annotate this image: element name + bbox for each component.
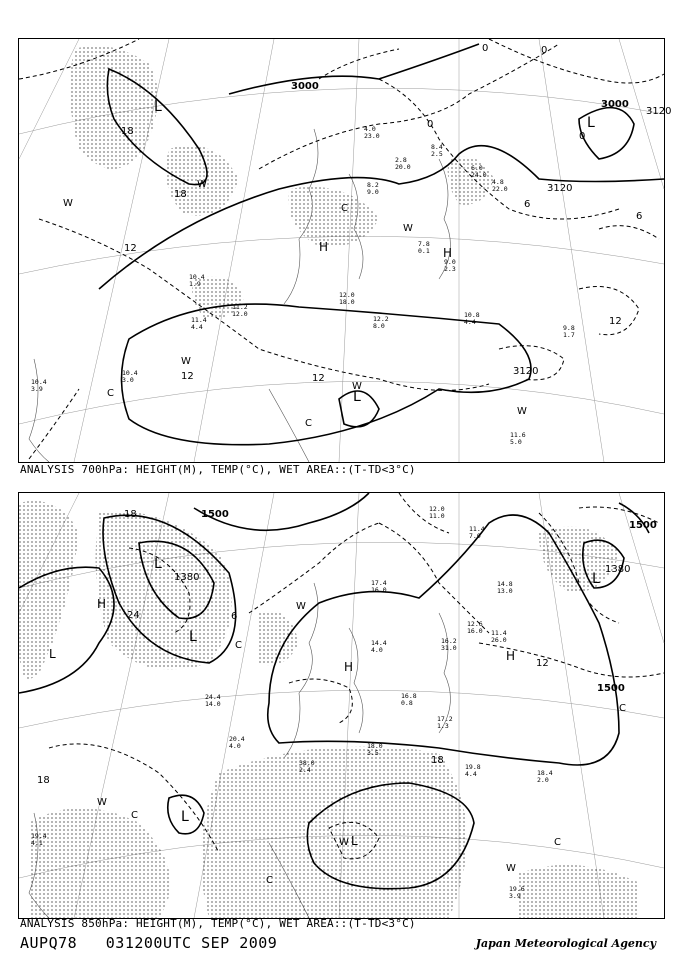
contour-label-3120-south: 3120 — [513, 366, 539, 377]
station-plot — [232, 303, 248, 318]
svg-text:12.2: 12.2 — [373, 315, 389, 323]
svg-text:16.8: 16.8 — [401, 692, 417, 700]
station-plot — [191, 316, 207, 331]
low-marker: L — [154, 556, 162, 572]
station-plot — [339, 291, 355, 306]
contour-label-1500-east: 1500 — [629, 520, 657, 531]
station-plot — [491, 629, 507, 644]
chart-identifier: AUPQ78 031200UTC SEP 2009 — [20, 934, 278, 952]
agency-credit: Japan Meteorological Agency — [475, 937, 656, 950]
low-marker-south: L — [353, 389, 361, 405]
station-plot — [441, 637, 457, 652]
svg-text:7.0: 7.0 — [469, 532, 481, 540]
svg-text:19.8: 19.8 — [465, 763, 481, 771]
station-plot — [467, 620, 483, 635]
temp-label-18-b: 18 — [431, 755, 444, 766]
station-plot — [444, 258, 456, 273]
svg-text:16.2: 16.2 — [441, 637, 457, 645]
low-marker-east: L — [592, 571, 600, 587]
warm-marker-b: W — [339, 837, 349, 848]
svg-text:10.4: 10.4 — [122, 369, 138, 377]
station-plot — [537, 769, 553, 784]
svg-text:9.0: 9.0 — [367, 188, 379, 196]
warm-marker-b: W — [197, 179, 207, 190]
svg-text:2.0: 2.0 — [537, 776, 549, 784]
temp-label-18-c: 18 — [37, 775, 50, 786]
station-plot — [497, 580, 513, 595]
temp-label-18-b: 18 — [174, 189, 187, 200]
svg-text:17.4: 17.4 — [371, 579, 387, 587]
svg-text:26.0: 26.0 — [491, 636, 507, 644]
svg-text:18.4: 18.4 — [537, 769, 553, 777]
svg-text:17.2: 17.2 — [437, 715, 453, 723]
svg-text:2.4: 2.4 — [299, 766, 311, 774]
svg-text:4.4: 4.4 — [191, 323, 203, 331]
svg-text:4.0: 4.0 — [371, 646, 383, 654]
svg-text:11.6: 11.6 — [510, 431, 526, 439]
svg-text:8.2: 8.2 — [367, 181, 379, 189]
low-marker-west: L — [49, 647, 56, 661]
svg-text:4.0: 4.0 — [229, 742, 241, 750]
warm-marker: W — [296, 601, 306, 612]
station-plot — [229, 735, 245, 750]
station-plot — [492, 178, 508, 193]
svg-text:20.0: 20.0 — [395, 163, 411, 171]
high-marker-c: H — [506, 649, 516, 663]
svg-text:11.2: 11.2 — [232, 303, 248, 311]
warm-marker-c: W — [403, 223, 413, 234]
temp-label-6: 6 — [231, 611, 238, 622]
warm-marker: W — [63, 198, 73, 209]
station-plot — [373, 315, 389, 330]
svg-text:2.5: 2.5 — [431, 150, 443, 158]
svg-text:20.4: 20.4 — [229, 735, 245, 743]
temp-label-6: 6 — [524, 199, 531, 210]
contour-label-1380: 1380 — [174, 572, 200, 583]
svg-text:11.4: 11.4 — [191, 316, 207, 324]
svg-text:38.0: 38.0 — [299, 759, 315, 767]
svg-text:12.0: 12.0 — [429, 505, 445, 513]
svg-text:3.5: 3.5 — [367, 749, 379, 757]
station-plot — [563, 324, 575, 339]
warm-marker-d: W — [97, 797, 107, 808]
svg-text:12.6: 12.6 — [467, 620, 483, 628]
svg-text:9.0: 9.0 — [444, 258, 456, 266]
svg-text:5.0: 5.0 — [510, 438, 522, 446]
contour-label-3120-edge: 3120 — [646, 106, 672, 117]
station-plot — [469, 525, 485, 540]
cold-marker-e: C — [131, 810, 138, 821]
map-850hpa — [18, 492, 665, 919]
station-plot — [395, 156, 411, 171]
station-plot — [418, 240, 430, 255]
station-plot — [122, 369, 138, 384]
map-700hpa — [18, 38, 672, 463]
cold-marker-c: C — [554, 837, 561, 848]
station-plot — [364, 125, 380, 140]
svg-text:3.9: 3.9 — [509, 892, 521, 900]
svg-text:12.0: 12.0 — [232, 310, 248, 318]
svg-text:4.0: 4.0 — [364, 125, 376, 133]
svg-text:1.7: 1.7 — [563, 331, 575, 339]
cold-marker: C — [107, 388, 114, 399]
svg-text:3.0: 3.0 — [122, 376, 134, 384]
temp-label-0: 0 — [427, 119, 434, 130]
map-850hpa-canvas — [19, 493, 664, 918]
svg-text:22.0: 22.0 — [492, 185, 508, 193]
contour-label-1380-east: 1380 — [605, 564, 631, 575]
svg-text:10.8: 10.8 — [464, 311, 480, 319]
station-plot — [401, 692, 417, 707]
svg-text:4.1: 4.1 — [31, 839, 43, 847]
svg-text:12.0: 12.0 — [339, 291, 355, 299]
svg-text:24.4: 24.4 — [205, 693, 221, 701]
cold-marker-b: C — [619, 703, 626, 714]
high-marker-b: H — [344, 660, 354, 674]
low-marker-b: L — [189, 629, 197, 645]
svg-text:24.0: 24.0 — [471, 171, 487, 179]
temp-label-12-c: 12 — [181, 371, 194, 382]
svg-text:3.9: 3.9 — [31, 385, 43, 393]
temp-label-12: 12 — [536, 658, 549, 669]
temp-label-0-b: 0 — [482, 43, 489, 54]
contour-label-3000: 3000 — [291, 81, 319, 92]
station-plot — [371, 579, 387, 594]
contour-label-1500: 1500 — [201, 509, 229, 520]
contour-label-3120: 3120 — [547, 183, 573, 194]
low-marker: L — [154, 99, 162, 115]
temp-label-18: 18 — [124, 509, 137, 520]
svg-text:14.8: 14.8 — [497, 580, 513, 588]
high-marker: H — [319, 240, 329, 254]
station-plot — [464, 311, 480, 326]
warm-marker-e: W — [517, 406, 527, 417]
svg-text:4.8: 4.8 — [492, 178, 504, 186]
temp-label-6-b: 6 — [636, 211, 643, 222]
contour-label-1500-south: 1500 — [597, 683, 625, 694]
svg-text:9.8: 9.8 — [563, 324, 575, 332]
svg-text:2.3: 2.3 — [444, 265, 456, 273]
station-plot — [437, 715, 453, 730]
svg-text:19.6: 19.6 — [509, 885, 525, 893]
warm-marker-d: W — [352, 381, 362, 392]
svg-text:16.0: 16.0 — [371, 586, 387, 594]
low-marker-east: L — [587, 115, 595, 131]
station-plot — [367, 181, 379, 196]
contour-label-3000-east: 3000 — [601, 99, 629, 110]
station-plot — [205, 693, 221, 708]
high-marker-b: H — [443, 246, 453, 260]
temp-label-12: 12 — [124, 243, 137, 254]
map-700hpa-canvas — [19, 39, 672, 462]
svg-text:8.4: 8.4 — [431, 143, 443, 151]
low-marker-south: L — [181, 809, 189, 825]
temp-label-24: 24 — [127, 610, 140, 621]
svg-text:7.8: 7.8 — [418, 240, 430, 248]
svg-text:14.0: 14.0 — [205, 700, 221, 708]
temp-label-0-d: 0 — [579, 131, 586, 142]
low-marker-sea: L — [351, 834, 358, 848]
wet-area — [19, 501, 639, 918]
svg-text:18.0: 18.0 — [367, 742, 383, 750]
high-marker: H — [97, 597, 107, 611]
svg-text:6.0: 6.0 — [471, 164, 483, 172]
temp-label-18: 18 — [121, 126, 134, 137]
svg-text:19.4: 19.4 — [31, 832, 47, 840]
svg-text:1.3: 1.3 — [437, 722, 449, 730]
temp-label-12-d: 12 — [609, 316, 622, 327]
svg-text:13.0: 13.0 — [497, 587, 513, 595]
station-plot — [510, 431, 526, 446]
caption-700hpa: ANALYSIS 700hPa: HEIGHT(M), TEMP(°C), WET AREA::(T-TD<3°C) — [20, 463, 416, 476]
svg-text:11.0: 11.0 — [429, 512, 445, 520]
svg-text:2.8: 2.8 — [395, 156, 407, 164]
svg-text:1.9: 1.9 — [189, 280, 201, 288]
station-plot — [429, 505, 445, 520]
temp-label-0-c: 0 — [541, 45, 548, 56]
cold-marker-c: C — [341, 203, 348, 214]
svg-text:18.0: 18.0 — [339, 298, 355, 306]
temp-label-12-b: 12 — [312, 373, 325, 384]
svg-text:23.0: 23.0 — [364, 132, 380, 140]
svg-text:10.4: 10.4 — [31, 378, 47, 386]
svg-text:0.8: 0.8 — [401, 699, 413, 707]
svg-text:8.0: 8.0 — [373, 322, 385, 330]
cold-marker: C — [235, 640, 242, 651]
cold-marker-d: C — [266, 875, 273, 886]
svg-text:11.4: 11.4 — [469, 525, 485, 533]
cold-marker-b: C — [305, 418, 312, 429]
wet-area — [70, 46, 494, 318]
station-plot — [31, 378, 47, 393]
svg-text:14.4: 14.4 — [371, 639, 387, 647]
station-plot — [431, 143, 443, 158]
svg-text:4.4: 4.4 — [464, 318, 476, 326]
svg-text:0.1: 0.1 — [418, 247, 430, 255]
station-plot — [465, 763, 481, 778]
svg-text:10.4: 10.4 — [189, 273, 205, 281]
warm-marker-c: W — [506, 863, 516, 874]
svg-text:11.4: 11.4 — [491, 629, 507, 637]
caption-850hpa: ANALYSIS 850hPa: HEIGHT(M), TEMP(°C), WET AREA::(T-TD<3°C) — [20, 917, 416, 930]
svg-text:31.0: 31.0 — [441, 644, 457, 652]
svg-text:4.4: 4.4 — [465, 770, 477, 778]
warm-marker-f: W — [181, 356, 191, 367]
height-contours — [99, 44, 664, 445]
svg-text:16.0: 16.0 — [467, 627, 483, 635]
station-plot — [371, 639, 387, 654]
